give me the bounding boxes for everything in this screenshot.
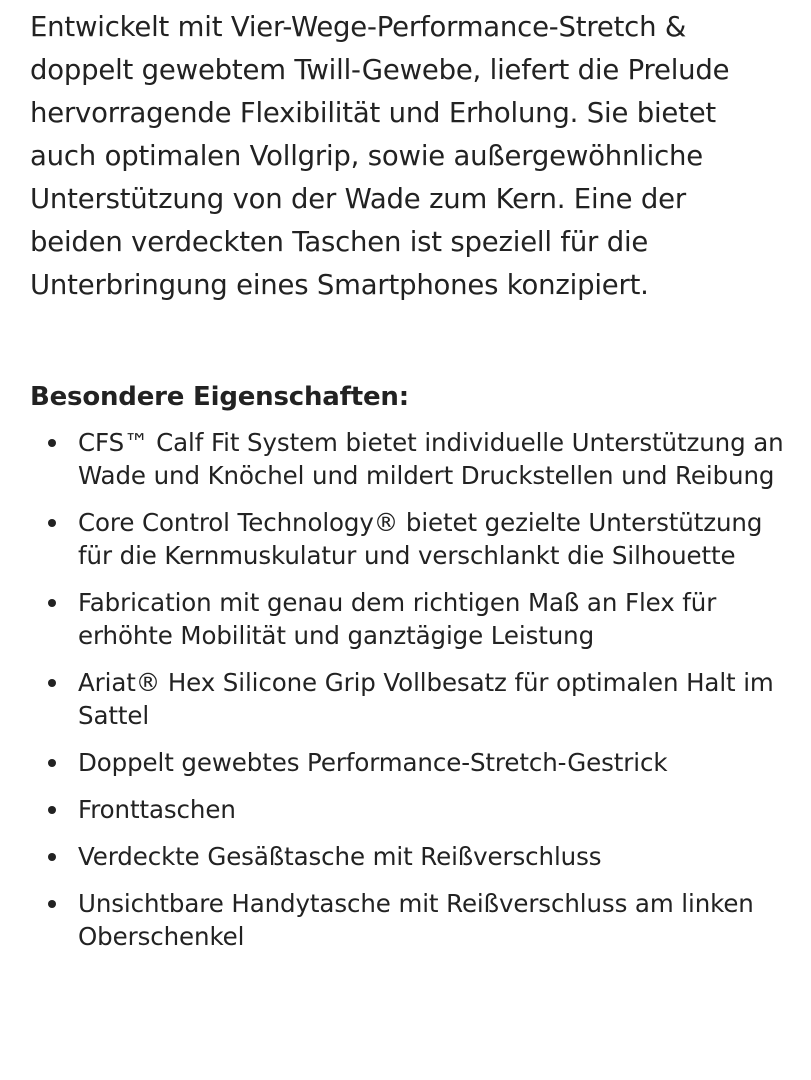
feature-text: Fabrication mit genau dem richtigen Maß an Flex für erhöhte Mobilität und ganztägige Leistung — [78, 588, 717, 650]
list-item — [30, 426, 787, 492]
list-item — [30, 793, 787, 826]
bullet-icon — [48, 853, 56, 861]
list-item — [30, 586, 787, 652]
features-heading: Besondere Eigenschaften: — [30, 382, 409, 412]
bullet-icon — [48, 439, 56, 447]
feature-text: Core Control Technology® bietet gezielte Unterstützung für die Kernmuskulatur und verschlankt die Silhouette — [78, 508, 763, 570]
bullet-icon — [48, 599, 56, 607]
bullet-icon — [48, 519, 56, 527]
feature-text: CFS™ Calf Fit System bietet individuelle Unterstützung an Wade und Knöchel und mildert Druckstellen und Reibung — [78, 428, 784, 490]
bullet-icon — [48, 806, 56, 814]
feature-text: Ariat® Hex Silicone Grip Vollbesatz für optimalen Halt im Sattel — [78, 668, 774, 730]
feature-text: Unsichtbare Handytasche mit Reißverschluss am linken Oberschenkel — [78, 889, 754, 951]
features-list — [30, 426, 787, 953]
list-item — [30, 840, 787, 873]
list-item — [30, 887, 787, 953]
bullet-icon — [48, 900, 56, 908]
bullet-icon — [48, 759, 56, 767]
description-paragraph: Entwickelt mit Vier-Wege-Performance-Stretch & doppelt gewebtem Twill-Gewebe, liefert die Prelude hervorragende Flexibilität und Erholung. Sie bietet auch optimalen Vollgrip, sowie außergewöhnliche Unterstützung von der Wade zum Kern. Eine der beiden verdeckten Taschen ist speziell für die Unterbringung eines Smartphones konzipiert. — [30, 11, 730, 301]
list-item — [30, 506, 787, 572]
list-item — [30, 666, 787, 732]
bullet-icon — [48, 679, 56, 687]
feature-text: Verdeckte Gesäßtasche mit Reißverschluss — [78, 842, 602, 871]
feature-text: Doppelt gewebtes Performance-Stretch-Gestrick — [78, 748, 668, 777]
feature-text: Fronttaschen — [78, 795, 236, 824]
list-item — [30, 746, 787, 779]
